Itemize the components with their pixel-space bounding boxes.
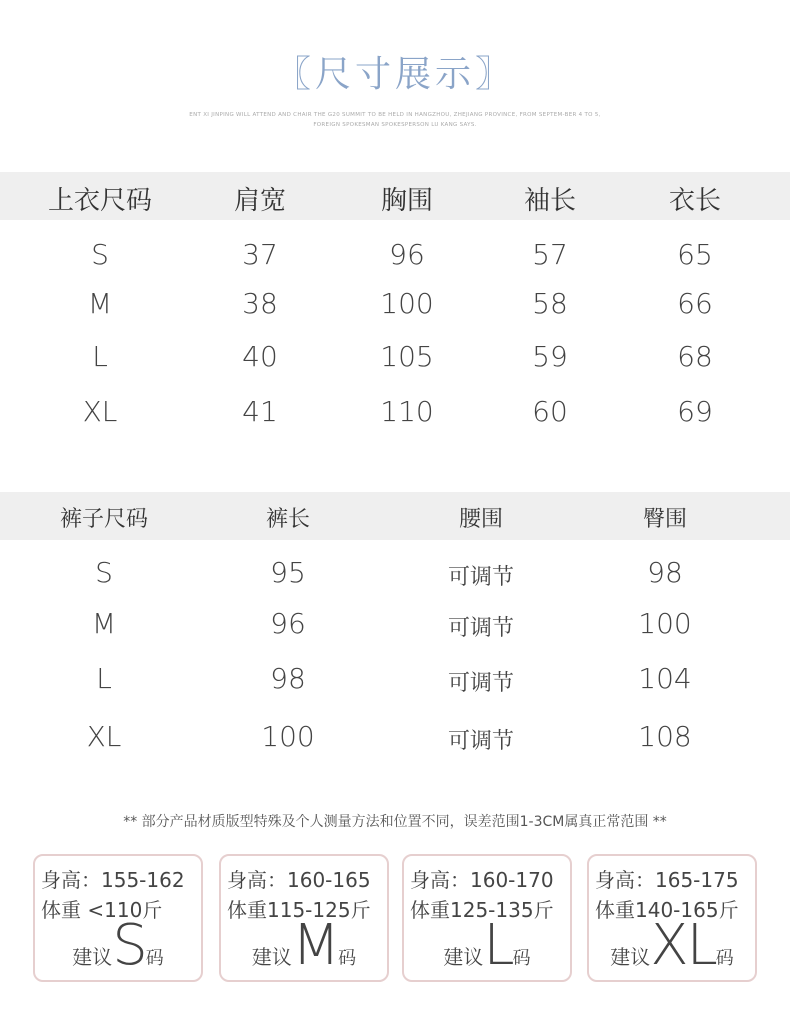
weight-range: 体重125-135斤 bbox=[410, 898, 554, 922]
size-recommendation-card bbox=[587, 854, 757, 982]
page-title: 〖尺寸展示〗 bbox=[274, 54, 515, 95]
recommend-suffix: 码 bbox=[512, 948, 531, 969]
recommend-size-letter: S bbox=[112, 913, 146, 978]
recommended-size bbox=[404, 913, 570, 978]
tops-table-cell: 59 bbox=[532, 340, 568, 373]
pants-table-cell: 104 bbox=[638, 662, 692, 695]
pants-table-cell: 100 bbox=[261, 720, 315, 753]
tops-table-cell: 105 bbox=[380, 340, 434, 373]
tops-header-cell: 衣长 bbox=[668, 186, 722, 216]
recommend-size-letter: XL bbox=[650, 913, 716, 978]
tops-header-cell: 胸围 bbox=[380, 186, 434, 216]
tops-table-cell: 110 bbox=[380, 395, 434, 428]
pants-table-cell: L bbox=[96, 662, 112, 695]
tops-table-cell: 60 bbox=[532, 395, 568, 428]
tops-table-cell: M bbox=[87, 287, 113, 320]
recommend-prefix: 建议 bbox=[72, 945, 113, 969]
tops-table-cell: 65 bbox=[677, 238, 713, 271]
pants-table-cell: 98 bbox=[270, 662, 306, 695]
recommend-suffix: 码 bbox=[145, 948, 164, 969]
recommended-size bbox=[35, 913, 201, 978]
pants-header-cell: 裤长 bbox=[265, 507, 311, 532]
size-recommendation-card bbox=[33, 854, 203, 982]
tops-table-cell: 38 bbox=[242, 287, 278, 320]
tops-table-cell: 40 bbox=[242, 340, 278, 373]
tops-header-cell: 上衣尺码 bbox=[47, 186, 153, 216]
height-range: 身高：155-162 bbox=[41, 868, 185, 892]
height-range: 身高：165-175 bbox=[595, 868, 739, 892]
pants-table-cell: XL bbox=[86, 720, 122, 753]
pants-header-cell: 腰围 bbox=[458, 507, 504, 532]
tops-table-cell: 69 bbox=[677, 395, 713, 428]
recommend-size-letter: M bbox=[291, 913, 339, 978]
recommend-prefix: 建议 bbox=[251, 945, 292, 969]
pants-table-cell: M bbox=[91, 607, 117, 640]
height-range: 身高：160-165 bbox=[227, 868, 371, 892]
tops-table-cell: 96 bbox=[389, 238, 425, 271]
pants-table-cell: 100 bbox=[638, 607, 692, 640]
tops-table-cell: 57 bbox=[532, 238, 568, 271]
pants-table-cell: 108 bbox=[638, 720, 692, 753]
recommend-prefix: 建议 bbox=[443, 945, 484, 969]
pants-header-cell: 臀围 bbox=[642, 507, 688, 532]
tops-table-cell: 41 bbox=[242, 395, 278, 428]
pants-table-cell: S bbox=[95, 556, 113, 589]
recommend-prefix: 建议 bbox=[610, 945, 651, 969]
weight-range: 体重115-125斤 bbox=[227, 898, 371, 922]
tops-table-cell: 37 bbox=[242, 238, 278, 271]
tops-table-cell: XL bbox=[82, 395, 118, 428]
recommended-size bbox=[221, 913, 387, 978]
height-range: 身高：160-170 bbox=[410, 868, 554, 892]
tops-table-cell: 100 bbox=[380, 287, 434, 320]
recommend-suffix: 码 bbox=[715, 948, 734, 969]
pants-table-cell: 96 bbox=[270, 607, 306, 640]
size-recommendation-card bbox=[402, 854, 572, 982]
pants-table-cell: 可调节 bbox=[447, 616, 515, 641]
measurement-note: ** 部分产品材质版型特殊及个人测量方法和位置不同，误差范围1-3CM属真正常范围 ** bbox=[123, 814, 667, 830]
weight-range: 体重140-165斤 bbox=[595, 898, 739, 922]
tops-header-cell: 袖长 bbox=[523, 186, 577, 216]
tops-table-cell: 58 bbox=[532, 287, 568, 320]
size-recommendation-card bbox=[219, 854, 389, 982]
pants-table-cell: 95 bbox=[270, 556, 306, 589]
pants-table-cell: 可调节 bbox=[447, 729, 515, 754]
pants-header-cell: 裤子尺码 bbox=[59, 507, 149, 532]
recommended-size bbox=[589, 913, 755, 978]
tops-table-cell: S bbox=[91, 238, 109, 271]
pants-table-cell: 可调节 bbox=[447, 671, 515, 696]
recommend-size-letter: L bbox=[483, 913, 513, 978]
weight-range: 体重 <110斤 bbox=[41, 898, 163, 922]
subtitle-text: ENT XI JINPING WILL ATTEND AND CHAIR THE G20 SUMMIT TO BE HELD IN HANGZHOU, ZHEJIANG PROVINCE, FROM SEPTEM-BER 4 TO 5, FOREIGN SPOKESMAN SPOKESPERSON LU KANG SAYS. bbox=[189, 112, 601, 128]
tops-table-cell: L bbox=[92, 340, 108, 373]
pants-table-cell: 98 bbox=[647, 556, 683, 589]
recommend-suffix: 码 bbox=[338, 948, 357, 969]
tops-table-cell: 66 bbox=[677, 287, 713, 320]
pants-table-cell: 可调节 bbox=[447, 565, 515, 590]
tops-table-cell: 68 bbox=[677, 340, 713, 373]
tops-header-cell: 肩宽 bbox=[233, 186, 287, 216]
